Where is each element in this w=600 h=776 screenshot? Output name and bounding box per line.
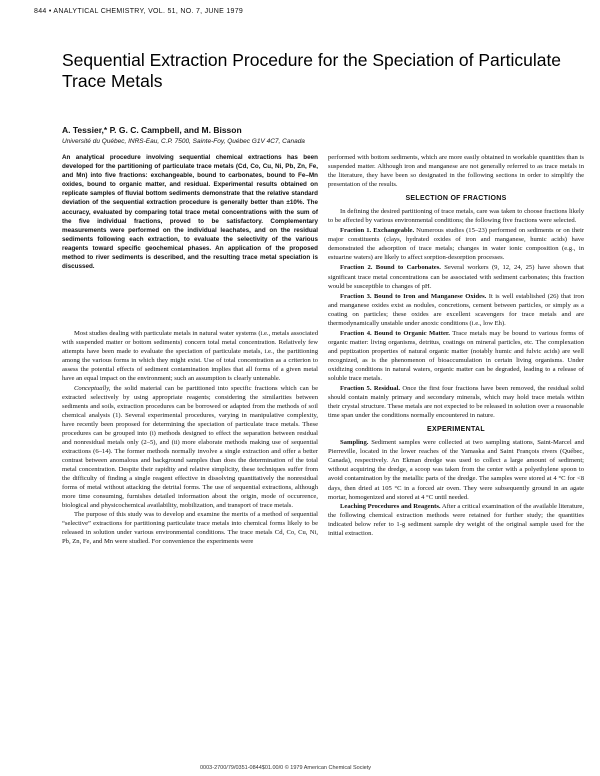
paragraph-text: After a critical examination of the available literature, the following chemical extraction methods were retained for further study; the quantities indicated below refer to 1-g sediment sample dry weight of the original sample used for the initial extraction. (328, 502, 584, 537)
copyright-footer: 0003-2700/79/0351-0844$01.00/0 © 1979 American Chemical Society (200, 765, 372, 771)
fraction-5-paragraph (328, 384, 584, 420)
paragraph-text: Sediment samples were collected at two sampling stations, Saint-Marcel and Pierreville, located in the lower reaches of the Yamaska and Saint François rivers (Québec, Canada), respectively. An Ekman dredge was used to collect a large amount of sediment; without acquiring the dredge, a scoop was taken from the center with a polyethylene spoon to avoid contamination by the metallic parts of the dredge. The samples were stored at 4 °C for <8 days, then dried at 105 °C in a forced air oven. They were subsequently ground in an agate mortar, homogenized and stored at 4 °C until needed. (328, 439, 584, 501)
intro-paragraph-2 (62, 384, 318, 511)
run-in-heading: Fraction 1. Exchangeable. (340, 227, 415, 235)
fraction-1-paragraph (328, 226, 584, 262)
sampling-paragraph (328, 438, 584, 501)
continuation-paragraph: performed with bottom sediments, which are more easily obtained in workable quantities than is suspended matter. Although iron and manganese are not generally referred to as trace metals in the literature, they have been so designated in the following sections in order to simplify the presentation of the results. (328, 154, 584, 189)
left-column (62, 153, 318, 546)
paragraph-text: Several workers (9, 12, 24, 25) have shown that significant trace metal concentrations can be associated with sediment carbonates; this fraction would be susceptible to changes of pH. (328, 264, 584, 290)
fraction-3-paragraph (328, 292, 584, 328)
article-title: Sequential Extraction Procedure for the Speciation of Particulate Trace Metals (62, 50, 562, 91)
run-in-heading: Leaching Procedures and Reagents. (340, 502, 441, 510)
run-in-heading: Fraction 4. Bound to Organic Matter. (340, 329, 450, 337)
leaching-paragraph (328, 502, 584, 538)
author-list: A. Tessier,* P. G. C. Campbell, and M. Bisson (62, 125, 242, 135)
italic-lead: Conceptually, (74, 384, 111, 392)
paragraph-text: Once the first four fractions have been removed, the residual solid should contain mainly primary and secondary minerals, which may hold trace metals within their crystal structure. These metals are not expected to be released in solution over a reasonable time span under the conditions normally encountered in nature. (328, 385, 584, 420)
run-in-heading: Fraction 3. Bound to Iron and Manganese Oxides. (340, 292, 487, 300)
run-in-heading: Fraction 5. Residual. (340, 385, 401, 393)
paragraph-text: It is well established (26) that iron and manganese oxides exist as nodules, concretions, cement between particles, or simply as a coating on particles; these oxides are excellent scavengers for trace metals and are thermodynamically unstable under anoxic conditions (i.e., low Eh). (328, 292, 584, 327)
running-head: 844 • ANALYTICAL CHEMISTRY, VOL. 51, NO. 7, JUNE 1979 (34, 8, 244, 15)
abstract: An analytical procedure involving sequential chemical extractions has been developed for the partitioning of particulate trace metals (Cd, Co, Cu, Ni, Pb, Zn, Fe, and Mn) into five fractions: exchangeable, bound to carbonates, bound to Fe–Mn oxides, bound to organic matter, and residual. Experimental results obtained on replicate samples of fluvial bottom sediments demonstrate that the relative standard deviation of the sequential extraction procedure is generally better than ±10%. The accuracy, evaluated by comparing total trace metal concentrations with the sum of the five individual fractions, proved to be satisfactory. Complementary measurements were performed on the individual leachates, and on the residual sediments following each extraction, to evaluate the selectivity of the various reagents toward specific geochemical phases. An application of the proposed method to river sediments is described, and the resulting trace metal speciation is discussed. (62, 154, 318, 271)
section-heading-fractions: SELECTION OF FRACTIONS (405, 195, 507, 203)
paragraph-text: Numerous studies (15–23) performed on sediments or on their major constituents (clays, hydrated oxides of iron and manganese, humic acids) have demonstrated the adsorption of trace metals; changes in water ionic composition (e.g., in estuarine waters) are likely to affect sorption-desorption processes. (328, 227, 584, 262)
paragraph-text: Trace metals may be bound to various forms of organic matter: living organisms, detritus, coatings on mineral particles, etc. The complexation and peptization properties of natural organic matter (notably humic and fulvic acids) are well recognized, as is the phenomenon of bioaccumulation in certain living organisms. Under oxidizing conditions in natural waters, organic matter can be degraded, leading to a release of soluble trace metals. (328, 329, 584, 383)
fraction-4-paragraph (328, 329, 584, 383)
fraction-2-paragraph (328, 263, 584, 290)
run-in-heading: Fraction 2. Bound to Carbonates. (340, 264, 441, 272)
author-affiliation: Université du Québec, INRS-Eau, C.P. 7500, Sainte-Foy, Québec G1V 4C7, Canada (62, 138, 305, 145)
right-column (328, 153, 584, 538)
run-in-heading: Sampling. (340, 439, 369, 447)
fractions-intro: In defining the desired partitioning of trace metals, care was taken to choose fractions likely to be affected by various environmental conditions; the following five fractions were selected. (328, 208, 584, 225)
intro-paragraph-1: Most studies dealing with particulate metals in natural water systems (i.e., metals associated with suspended matter or bottom sediments) concern total metal concentration. Relatively few attempts have been made to evaluate the speciation of particulate metals, i.e., the partitioning among the various forms in which they might exist. Use of total concentration as a criterion to assess the potential effects of sediment contamination implies that all forms of a given metal have an equal impact on the environment; such an assumption is clearly untenable. (62, 330, 318, 383)
section-heading-experimental: EXPERIMENTAL (427, 426, 485, 434)
intro-paragraph-3: The purpose of this study was to develop and examine the merits of a method of sequential “selective” extractions for partitioning particulate trace metals into chemical forms likely to be released in solution under various environmental conditions. The trace metals Cd, Co, Cu, Ni, Pb, Zn, Fe, and Mn were studied. For convenience the experiments were (62, 511, 318, 546)
paragraph-text: the solid material can be partitioned into specific fractions which can be extracted selectively by using appropriate reagents; considering the similarities between sediments and soils, extraction procedures can be borrowed or adapted from the methods of soil chemical analysis (1). Several experimental procedures, varying in manipulative complexity, have recently been proposed for determining the speciation of particulate trace metals. These procedures can be grouped into (i) methods designed to effect the separation between residual and nonresidual metals only (2–5), and (ii) more elaborate methods making use of sequential extractions (6–14). The former methods normally involve a single extraction and offer a better contrast between anomalous and background samples than does the determination of the total metal concentration. Despite their rapidity and relative simplicity, these techniques suffer from the difficulty of finding a single reagent effective in dissolving quantitatively the nonresidual forms of metal without attacking the detrital forms. The use of sequential extractions, although more time consuming, furnishes detailed information about the origin, mode of occurrence, biological and physicochemical availability, mobilization, and transport of trace metals. (62, 384, 318, 510)
